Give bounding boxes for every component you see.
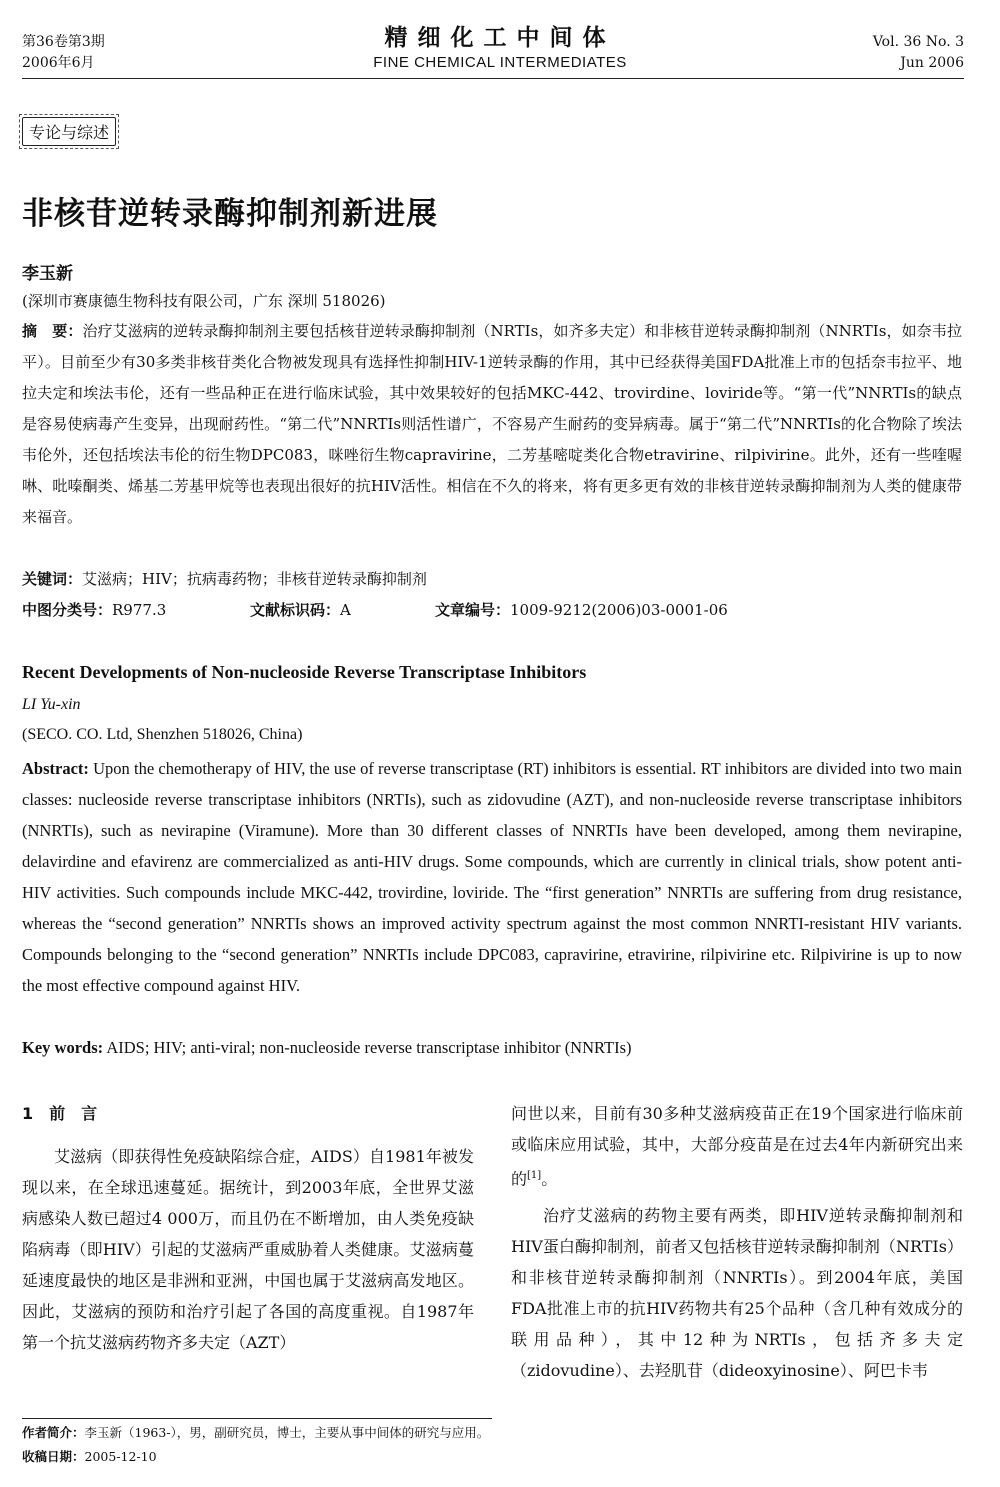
abstract-en-label: Abstract: [22,759,89,778]
header-rule [22,78,964,79]
footnote-rule [22,1418,492,1419]
article-title-cn: 非核苷逆转录酶抑制剂新进展 [22,196,438,232]
article-title-en: Recent Developments of Non-nucleoside Reverse Transcriptase Inhibitors [22,662,587,682]
author-bio-footnote: 作者简介：李玉新（1963-），男，副研究员，博士，主要从事中间体的研究与应用。 [22,1425,490,1440]
abstract-cn [22,316,962,533]
citation-ref[interactable]: [1] [527,1170,542,1181]
intro-paragraph-continued: 问世以来，目前有30多种艾滋病疫苗正在19个国家进行临床前或临床应用试验，其中，大部分疫苗是在过去4年内新研究出来的[1]。 [511,1104,963,1189]
keywords-en-text: AIDS; HIV; anti-viral; non-nucleoside reverse transcriptase inhibitor (NNRTIs) [103,1038,632,1057]
keywords-cn-label: 关键词： [22,570,83,588]
keywords-cn [22,564,962,595]
clc-number: 中图分类号：R977.3 [22,601,167,619]
keywords-en-label: Key words: [22,1038,104,1057]
issue-volume-en: Vol. 36 No. 3 [872,34,964,50]
issue-info-en [873,32,964,74]
author-en: LI Yu-xin [22,696,81,713]
keywords-cn-text: 艾滋病；HIV；抗病毒药物；非核苷逆转录酶抑制剂 [82,570,427,588]
author-cn: 李玉新 [22,264,73,284]
abstract-cn-text: 治疗艾滋病的逆转录酶抑制剂主要包括核苷逆转录酶抑制剂（NRTIs，如齐多夫定）和非核苷逆转录酶抑制剂（NNRTIs，如奈韦拉平）。目前至少有30多类非核苷类化合物被发现具有选择性抑制HIV-1逆转录酶的作用，其中已经获得美国FDA批准上市的包括奈韦拉平、地拉夫定和埃法韦伦，还有一些品种正在进行临床试验，其中效果较好的包括MKC-442、trovirdine、loviride等。“第一代”NNRTIs的缺点是容易使病毒产生变异，出现耐药性。“第二代”NNRTIs则活性谱广，不容易产生耐药的变异病毒。属于“第二代”NNRTIs的化合物除了埃法韦伦外，还包括埃法韦伦的衍生物DPC083，咪唑衍生物capravirine，二芳基嘧啶类化合物etravirine、rilpivirine。此外，还有一些喹喔啉、吡嗪酮类、烯基二芳基甲烷等也表现出很好的抗HIV活性。相信在不久的将来，将有更多更有效的非核苷逆转录酶抑制剂为人类的健康带来福音。 [22,322,962,526]
affiliation-en: (SECO. CO. Ltd, Shenzhen 518026, China) [22,726,303,743]
issue-date-en: Jun 2006 [900,55,964,71]
article-number: 文章编号：1009-9212(2006)03-0001-06 [435,601,728,619]
body-column-left [22,1098,474,1358]
body-column-right [511,1098,963,1386]
section-heading: 1 前 言 [22,1104,98,1123]
treatment-paragraph: 治疗艾滋病的药物主要有两类，即HIV逆转录酶抑制剂和HIV蛋白酶抑制剂，前者又包括核苷逆转录酶抑制剂（NRTIs）和非核苷逆转录酶抑制剂（NNRTIs）。到2004年底，美国FDA批准上市的抗HIV药物共有25个品种（含几种有效成分的联用品种），其中12种为NRTIs，包括齐多夫定（zidovudine）、去羟肌苷（dideoxyinosine）、阿巴卡韦 [511,1206,963,1381]
issue-date: 2006年6月 [22,55,95,71]
keywords-en [22,1032,962,1063]
received-date-footnote: 收稿日期：2005-12-10 [22,1449,157,1464]
abstract-cn-label: 摘 要： [22,322,83,340]
journal-name-en: FINE CHEMICAL INTERMEDIATES [373,54,627,71]
journal-name-cn: 精细化工中间体 [384,25,616,51]
intro-paragraph: 艾滋病（即获得性免疫缺陷综合症，AIDS）自1981年被发现以来，在全球迅速蔓延。据统计，到2003年底，全世界艾滋病感染人数已超过4 000万，而且仍在不断增加，由人类免疫缺陷病毒（即HIV）引起的艾滋病严重威胁着人类健康。艾滋病蔓延速度最快的地区是非洲和亚洲，中国也属于艾滋病高发地区。因此，艾滋病的预防和治疗引起了各国的高度重视。自1987年第一个抗艾滋病药物齐多夫定（AZT） [22,1147,474,1352]
journal-masthead [0,24,1000,71]
affiliation-cn: (深圳市赛康德生物科技有限公司，广东 深圳 518026) [22,292,386,310]
abstract-en-text: Upon the chemotherapy of HIV, the use of reverse transcriptase (RT) inhibitors is essential. RT inhibitors are divided into two main classes: nucleoside reverse transcriptase inhibitors (NRTIs), such as zidovudine (AZT), and non-nucleoside reverse transcriptase inhibitors (NNRTIs), such as nevirapine (Viramune). More than 30 different classes of NNRTIs have been developed, among them nevirapine, delavirdine and efavirenz are commercialized as anti-HIV drugs. Some compounds, which are currently in clinical trials, show potent anti-HIV activities. Such compounds include MKC-442, trovirdine, loviride. The “first generation” NNRTIs are suffering from drug resistance, whereas the “second generation” NNRTIs shows an improved activity spectrum against the most common NNRTI-resistant HIV variants. Compounds belonging to the “second generation” NNRTIs include DPC083, capravirine, etravirine, rilpivirine etc. Rilpivirine is up to now the most effective compound against HIV. [22,759,962,995]
document-code: 文献标识码：A [250,601,351,619]
issue-volume: 第36卷第3期 [22,34,105,50]
abstract-en [22,753,962,1001]
column-tag: 专论与综述 [22,117,116,146]
